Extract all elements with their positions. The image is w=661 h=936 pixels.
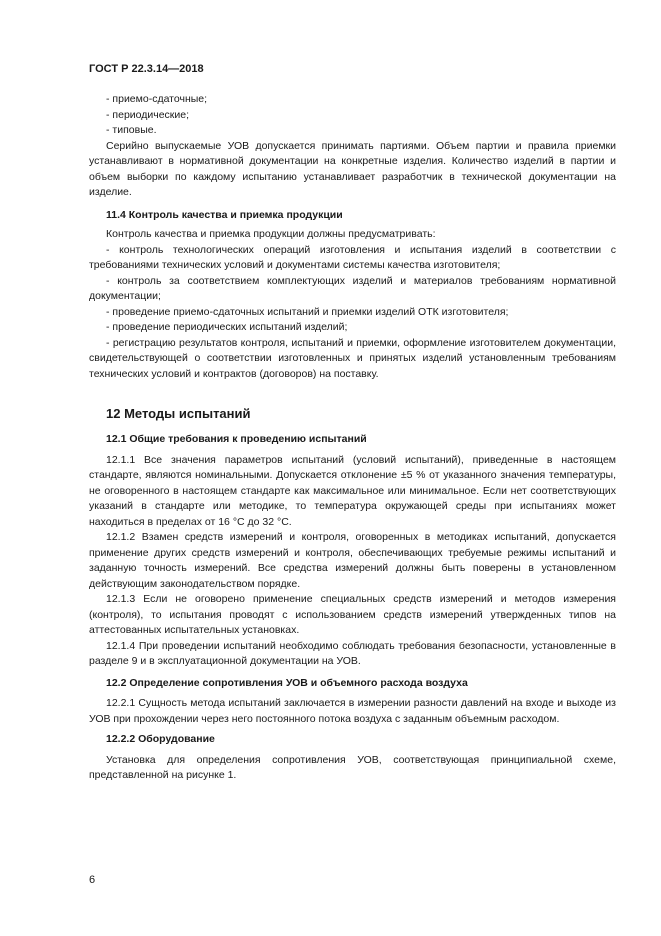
paragraph-12-1-1: 12.1.1 Все значения параметров испытаний (условий испытаний), приведенные в настоящем стандарте, являются номинальными. Допускается отклонение ±5 % от указанного значения температуры, не оговоренного в настоящем стандарте как максимальное или минимальное. Если нет соответствующих указаний в стандарте или методике, то температура окружающей среды при испытаниях может находиться в пределах от 16 °С до 32 °С. — [89, 453, 616, 528]
list-item: - приемо-сдаточные; — [106, 93, 208, 105]
list-item: - контроль за соответствием комплектующих изделий и материалов требованиям нормативной документации; — [89, 274, 616, 302]
paragraph-12-1-2: 12.1.2 Взамен средств измерений и контроля, оговоренных в методиках испытаний, допускается применение других средств измерений и контроля, обеспечивающих требуемые режимы испытаний и заданную точность измерений. Все средства измерений должны быть поверены в установленном действующим законодательством порядке. — [89, 531, 616, 590]
section-12-title: 12 Методы испытаний — [106, 406, 251, 421]
page-number: 6 — [89, 874, 96, 886]
list-item: - проведение приемо-сдаточных испытаний и приемки изделий ОТК изготовителя; — [106, 305, 509, 318]
list-item: - периодические; — [106, 108, 190, 121]
list-item: - типовые. — [106, 124, 157, 136]
paragraph-12-1-3: 12.1.3 Если не оговорено применение специальных средств измерений и методов измерения (контроля), то испытания проводят с использованием средств измерений утвержденных типов на аттестованных испытательных установках. — [89, 593, 616, 636]
heading-11-4: 11.4 Контроль качества и приемка продукции — [106, 208, 343, 221]
heading-12-2: 12.2 Определение сопротивления УОВ и объемного расхода воздуха — [106, 676, 468, 689]
page-content — [89, 92, 616, 784]
heading-12-2-2: 12.2.2 Оборудование — [106, 733, 215, 745]
list-item: - регистрацию результатов контроля, испытаний и приемки, оформление изготовителем документации, свидетельствующей о соответствии изготовленных и принятых изделий установленным требованиям технических условий и контрактов (договоров) на поставку. — [89, 336, 616, 380]
paragraph-11-4-intro: Контроль качества и приемка продукции должны предусматривать: — [106, 228, 436, 240]
paragraph-serial-acceptance: Серийно выпускаемые УОВ допускается принимать партиями. Объем партии и правила приемки устанавливают в нормативной документации на конкретные изделия. Количество изделий в партии и объем выборки по каждому испытанию устанавливает разработчик в технической документации на изделие. — [89, 139, 616, 198]
list-item: - контроль технологических операций изготовления и испытания изделий в соответствии с требованиями технических условий и документами системы качества изготовителя; — [89, 243, 616, 271]
list-item: - проведение периодических испытаний изделий; — [106, 321, 348, 333]
heading-12-1: 12.1 Общие требования к проведению испытаний — [106, 433, 367, 445]
paragraph-12-1-4: 12.1.4 При проведении испытаний необходимо соблюдать требования безопасности, установленные в разделе 9 и в эксплуатационной документации на УОВ. — [89, 639, 616, 667]
document-header: ГОСТ Р 22.3.14—2018 — [89, 63, 204, 75]
paragraph-12-2-2: Установка для определения сопротивления УОВ, соответствующая принципиальной схеме, представленной на рисунке 1. — [89, 753, 616, 781]
paragraph-12-2-1: 12.2.1 Сущность метода испытаний заключается в измерении разности давлений на входе и выходе из УОВ при прохождении через него постоянного потока воздуха с заданным объемным расходом. — [89, 697, 616, 725]
